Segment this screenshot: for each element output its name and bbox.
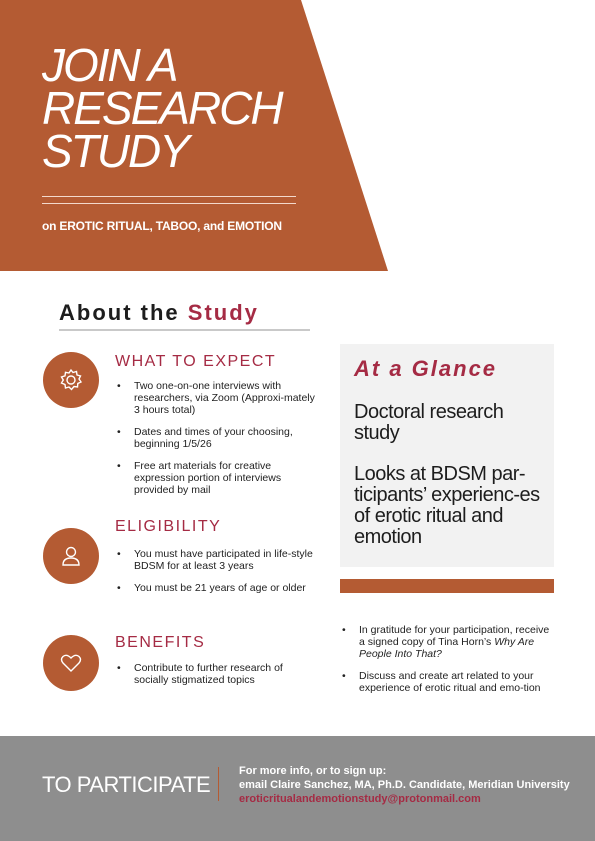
expect-badge — [43, 352, 99, 408]
list-item: • Contribute to further research of socially stigmatized topics — [115, 662, 315, 686]
list-item-text: In gratitude for your participation, receive a signed copy of Tina Horn’s — [359, 624, 550, 648]
page-title — [42, 39, 282, 177]
gear-icon — [57, 366, 85, 394]
book-title: Why Are People Into That? — [359, 636, 535, 660]
title-line: JOIN A — [42, 39, 177, 91]
accent-bar — [340, 579, 554, 593]
heart-icon — [57, 649, 85, 677]
heading-text: About the — [59, 300, 180, 325]
gratitude-list — [340, 624, 552, 704]
benefits-title: BENEFITS — [115, 634, 206, 651]
list-item: • Discuss and create art related to your experience of erotic ritual and emo-tion — [340, 670, 552, 694]
title-divider — [42, 203, 296, 204]
benefits-badge — [43, 635, 99, 691]
heading-rule — [59, 329, 310, 331]
eligibility-title: ELIGIBILITY — [115, 518, 222, 535]
eligibility-badge — [43, 528, 99, 584]
expect-title: WHAT TO EXPECT — [115, 353, 277, 370]
email-link[interactable]: eroticritualandemotionstudy@protonmail.com — [239, 793, 481, 805]
heading-accent: Study — [187, 300, 259, 325]
contact-line: email Claire Sanchez, MA, Ph.D. Candidate, Meridian University — [239, 779, 570, 791]
list-item — [340, 624, 552, 660]
glance-panel — [340, 344, 554, 567]
contact-info — [239, 764, 570, 806]
glance-title: At a Glance — [354, 356, 498, 381]
glance-text: Looks at BDSM par-ticipants’ experienc-es of erotic ritual and emotion — [354, 463, 540, 548]
contact-line: For more info, or to sign up: — [239, 765, 387, 777]
footer-divider — [218, 767, 219, 801]
benefits-list — [115, 662, 315, 696]
title-line: RESEARCH — [42, 82, 282, 134]
list-item: • Free art materials for creative expression portion of interviews provided by mail — [115, 460, 315, 496]
footer — [0, 736, 595, 841]
section-heading — [59, 300, 259, 326]
list-item: • Two one-on-one interviews with researchers, via Zoom (Approxi-mately 3 hours total) — [115, 380, 315, 416]
cta-heading: TO PARTICIPATE — [42, 772, 211, 797]
expect-list — [115, 380, 315, 506]
person-icon — [57, 542, 85, 570]
list-item: • You must have participated in life-style BDSM for at least 3 years — [115, 548, 315, 572]
list-item: • You must be 21 years of age or older — [115, 582, 315, 594]
eligibility-list — [115, 548, 315, 604]
list-item: • Dates and times of your choosing, beginning 1/5/26 — [115, 426, 315, 450]
title-divider — [42, 196, 296, 197]
glance-text: Doctoral research study — [354, 401, 504, 444]
title-line: STUDY — [42, 125, 188, 177]
page-subtitle: on EROTIC RITUAL, TABOO, and EMOTION — [42, 219, 282, 233]
